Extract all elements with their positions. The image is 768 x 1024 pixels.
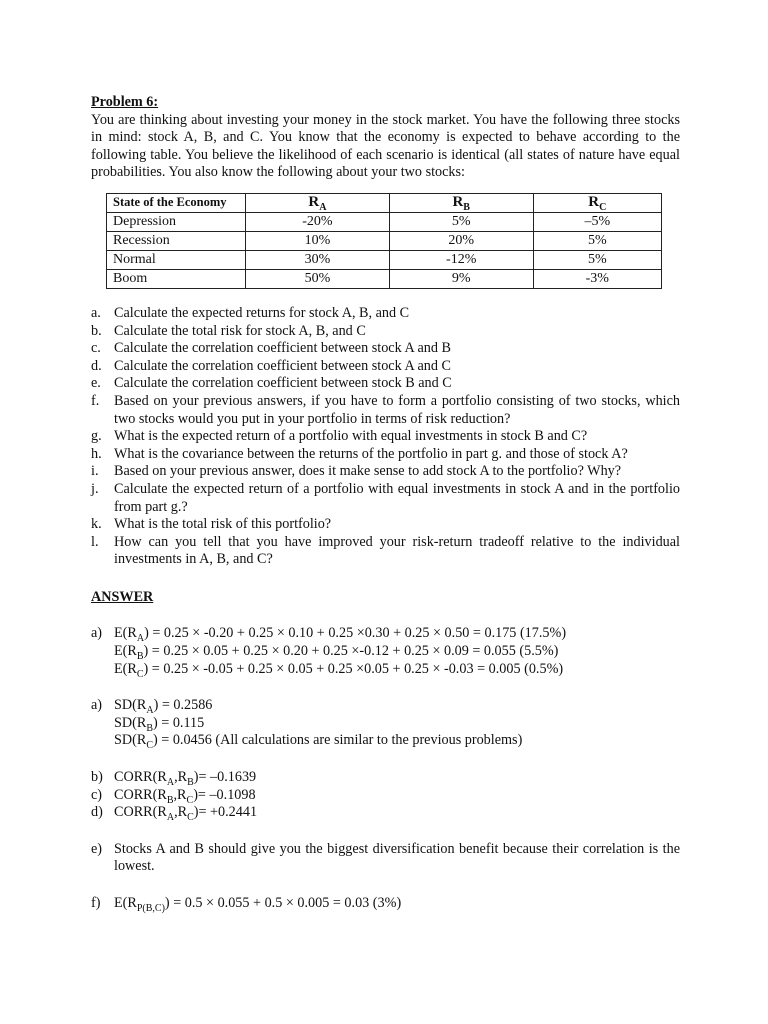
economy-table: [106, 193, 662, 289]
list-item: [91, 305, 680, 323]
cell-rc: -3%: [533, 269, 661, 288]
question-list: [91, 305, 680, 569]
cell-rb: 20%: [389, 231, 533, 250]
header-rb: $R_B$: [389, 193, 533, 212]
answer-er-a: $E(R_A) = 0.25 \times -0.20 + 0.25 \times 0.10 + 0.25 \times 0.30 + 0.25 \times 0.50 = 0.175$ (17.5%): [114, 625, 567, 645]
question-text: Calculate the expected return of a portfolio with equal investments in stock A and in the portfolio from part g.?: [114, 480, 680, 515]
answer-title: ANSWER: [91, 588, 154, 605]
question-text: What is the covariance between the returns of the portfolio in part g. and those of stock A?: [114, 445, 628, 462]
answer-sd-c: $SD(R_C) = 0.0456$ (All calculations are similar to the previous problems): [114, 732, 523, 752]
problem-intro: You are thinking about investing your money in the stock market. You have the following three stocks in mind: stock A, B, and C. You know that the economy is expected to behave according to the following table. You believe the likelihood of each scenario is identical (all states of nature have equal probabilities. You also know the following about your two stocks:: [91, 111, 680, 181]
table-row: [107, 269, 662, 288]
question-text: What is the expected return of a portfolio with equal investments in stock B and C?: [114, 428, 588, 445]
question-text: What is the total risk of this portfolio?: [114, 516, 332, 533]
answer-er-c: $E(R_C) = 0.25 \times -0.05 + 0.25 \times 0.05 + 0.25 \times 0.05 + 0.25 \times -0.03 = 0.005$ (0.5%): [114, 660, 564, 680]
answer-sd-a: $SD(R_A) = 0.2586$: [114, 697, 213, 717]
question-text: Calculate the correlation coefficient between stock B and C: [114, 375, 452, 392]
header-ra: $R_A$: [246, 193, 390, 212]
answer-line: [91, 895, 680, 913]
answer-line: [91, 841, 680, 876]
question-marker: f.: [91, 392, 100, 409]
answer-diversification: [91, 841, 680, 876]
question-marker: g.: [91, 428, 102, 445]
cell-ra: 30%: [246, 250, 390, 269]
answer-marker: e): [91, 840, 103, 857]
answer-line: [91, 787, 680, 805]
answer-line: [91, 661, 680, 679]
question-text: How can you tell that you have improved your risk-return tradeoff relative to the individual investments in A, B, and C?: [114, 533, 680, 568]
question-marker: d.: [91, 357, 102, 374]
question-marker: c.: [91, 340, 101, 357]
question-text: Calculate the total risk for stock A, B, and C: [114, 322, 366, 339]
answer-line: [91, 643, 680, 661]
question-marker: h.: [91, 445, 102, 462]
header-state: State of the Economy: [107, 193, 246, 212]
cell-ra: 50%: [246, 269, 390, 288]
list-item: [91, 375, 680, 393]
question-marker: l.: [91, 533, 99, 550]
answer-line: [91, 769, 680, 787]
answer-marker: b): [91, 769, 103, 786]
answer-corr-ab: $CORR(R_A,R_B)= -0.1639$: [114, 769, 257, 788]
answer-marker: a): [91, 625, 103, 642]
answer-line: [91, 625, 680, 643]
answer-marker: f): [91, 895, 101, 911]
answer-std-devs: [91, 697, 680, 750]
answer-portfolio-return: [91, 895, 680, 913]
cell-state: Depression: [107, 212, 246, 231]
list-item: [91, 481, 680, 516]
cell-state: Recession: [107, 231, 246, 250]
table-row: [107, 212, 662, 231]
list-item: [91, 358, 680, 376]
question-marker: a.: [91, 304, 101, 321]
question-marker: j.: [91, 480, 99, 497]
table-row: [107, 231, 662, 250]
cell-state: Normal: [107, 250, 246, 269]
answer-marker: c): [91, 786, 103, 803]
cell-rb: 5%: [389, 212, 533, 231]
header-rc: $R_C$: [533, 193, 661, 212]
list-item: [91, 393, 680, 428]
answer-corr-ac: $CORR(R_A,R_C)= +0.2441$: [114, 804, 258, 824]
answer-correlations: [91, 769, 680, 822]
list-item: [91, 446, 680, 464]
cell-ra: 10%: [246, 231, 390, 250]
answer-sd-b: $SD(R_B) = 0.115$: [114, 714, 205, 734]
document-page: [91, 94, 680, 913]
question-marker: k.: [91, 516, 102, 533]
answer-expected-returns: [91, 625, 680, 678]
answer-marker: d): [91, 804, 103, 821]
answer-e-text: Stocks A and B should give you the biggest diversification benefit because their correlation is the lowest.: [114, 840, 680, 875]
table-header-row: [107, 193, 662, 212]
table-row: [107, 250, 662, 269]
cell-state: Boom: [107, 269, 246, 288]
cell-rc: –5%: [533, 212, 661, 231]
answer-line: [91, 732, 680, 750]
question-marker: i.: [91, 463, 99, 480]
list-item: [91, 340, 680, 358]
cell-rc: 5%: [533, 250, 661, 269]
question-text: Based on your previous answers, if you have to form a portfolio consisting of two stocks, which two stocks would you put in your portfolio in terms of risk reduction?: [114, 392, 680, 427]
question-text: Calculate the correlation coefficient between stock A and C: [114, 357, 451, 374]
cell-ra: -20%: [246, 212, 390, 231]
question-text: Based on your previous answer, does it make sense to add stock A to the portfolio? Why?: [114, 463, 622, 480]
answer-line: [91, 804, 680, 822]
list-item: [91, 516, 680, 534]
question-marker: e.: [91, 375, 101, 392]
list-item: [91, 428, 680, 446]
cell-rc: 5%: [533, 231, 661, 250]
problem-title: Problem 6:: [91, 94, 159, 110]
answer-line: [91, 697, 680, 715]
question-text: Calculate the expected returns for stock A, B, and C: [114, 304, 410, 321]
question-text: Calculate the correlation coefficient between stock A and B: [114, 340, 451, 357]
list-item: [91, 534, 680, 569]
cell-rb: 9%: [389, 269, 533, 288]
answer-f-text: $E(R_{P(B,C)}) = 0.5 \times 0.055 + 0.5 \times 0.005 = 0.03$ (3%): [114, 895, 402, 914]
answer-er-b: $E(R_B) = 0.25 \times 0.05 + 0.25 \times 0.20 + 0.25 \times-0.12 + 0.25 \times 0.09 = 0.055$ (5.5%): [114, 643, 559, 662]
answer-marker: a): [91, 697, 103, 714]
cell-rb: -12%: [389, 250, 533, 269]
list-item: [91, 463, 680, 481]
answer-corr-bc: $CORR(R_B,R_C)= -0.1098$: [114, 786, 256, 806]
question-marker: b.: [91, 322, 102, 339]
answer-line: [91, 715, 680, 733]
list-item: [91, 323, 680, 341]
